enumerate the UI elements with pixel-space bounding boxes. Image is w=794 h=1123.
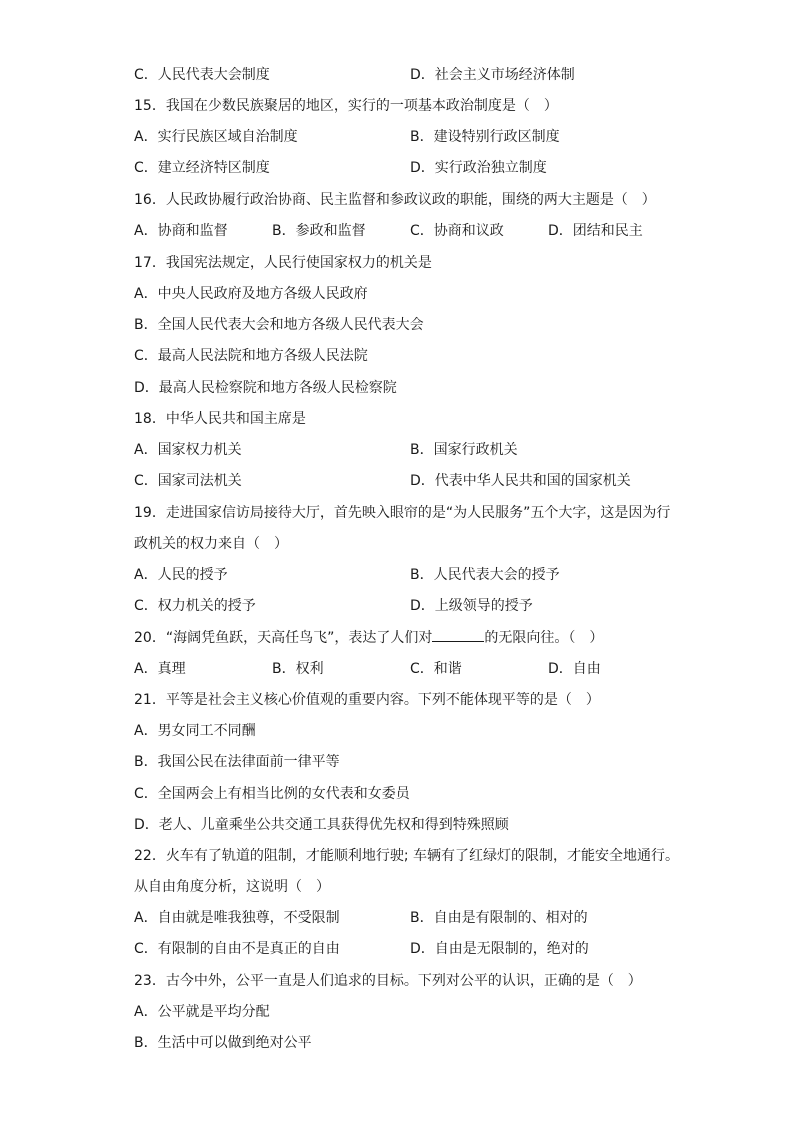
q22-options-cd	[134, 938, 589, 960]
q22-stem-line2: 从自由角度分析，这说明（ ）	[134, 879, 330, 895]
q15-option-a: A．实行民族区域自治制度	[134, 129, 298, 145]
q16-option-c: C．协商和议政	[410, 223, 504, 239]
q23-option-a: A．公平就是平均分配	[134, 1004, 270, 1020]
q20-option-c: C．和谐	[410, 661, 462, 677]
q14-option-d: D．社会主义市场经济体制	[410, 67, 575, 83]
q15-option-c: C．建立经济特区制度	[134, 160, 270, 176]
q15-option-d: D．实行政治独立制度	[410, 160, 547, 176]
q20-options	[134, 658, 654, 680]
q17-option-b: B．全国人民代表大会和地方各级人民代表大会	[134, 317, 424, 333]
q22-options-ab	[134, 907, 588, 929]
q19-option-b: B．人民代表大会的授予	[410, 567, 560, 583]
q20-stem-after-blank: 的无限向往。（ ）	[484, 630, 604, 646]
q21-option-d: D．老人、儿童乘坐公共交通工具获得优先权和得到特殊照顾	[134, 817, 509, 833]
q18-option-c: C．国家司法机关	[134, 473, 242, 489]
q19-option-a: A．人民的授予	[134, 567, 228, 583]
q21-stem: 21．平等是社会主义核心价值观的重要内容。下列不能体现平等的是（ ）	[134, 692, 600, 708]
q18-option-d: D．代表中华人民共和国的国家机关	[410, 473, 631, 489]
q19-options-ab	[134, 564, 560, 586]
q19-stem-line2: 政机关的权力来自（ ）	[134, 536, 288, 552]
q22-stem-line1: 22．火车有了轨道的阻制，才能顺利地行驶; 车辆有了红绿灯的限制，才能安全地通行。	[134, 848, 679, 864]
q19-option-d: D．上级领导的授予	[410, 598, 533, 614]
q22-option-d: D．自由是无限制的，绝对的	[410, 941, 589, 957]
q14-options-cd	[134, 64, 575, 86]
q18-option-a: A．国家权力机关	[134, 442, 242, 458]
q17-option-c: C．最高人民法院和地方各级人民法院	[134, 348, 368, 364]
q20-option-d: D．自由	[548, 661, 601, 677]
q20-answer-blank	[432, 627, 484, 642]
q21-option-c: C．全国两会上有相当比例的女代表和女委员	[134, 786, 410, 802]
q17-option-d: D．最高人民检察院和地方各级人民检察院	[134, 380, 397, 396]
q22-option-a: A．自由就是唯我独尊，不受限制	[134, 910, 340, 926]
q19-options-cd	[134, 595, 533, 617]
q14-option-c: C．人民代表大会制度	[134, 67, 270, 83]
q22-option-b: B．自由是有限制的、相对的	[410, 910, 588, 926]
q19-stem-line1: 19．走进国家信访局接待大厅，首先映入眼帘的是“为人民服务”五个大字，这是因为行	[134, 505, 671, 521]
q23-option-b: B．生活中可以做到绝对公平	[134, 1035, 312, 1051]
q15-options-cd	[134, 157, 547, 179]
q15-options-ab	[134, 126, 560, 148]
q23-stem: 23．古今中外，公平一直是人们追求的目标。下列对公平的认识，正确的是（ ）	[134, 973, 642, 989]
q18-stem: 18．中华人民共和国主席是	[134, 411, 306, 427]
q20-option-a: A．真理	[134, 661, 186, 677]
q16-options	[134, 220, 654, 242]
q20-stem-before-blank: 20．“海阔凭鱼跃，天高任鸟飞”，表达了人们对	[134, 630, 433, 646]
q22-option-c: C．有限制的自由不是真正的自由	[134, 941, 340, 957]
q20-option-b: B．权利	[272, 661, 324, 677]
q18-option-b: B．国家行政机关	[410, 442, 518, 458]
q20-stem	[134, 627, 603, 649]
q16-option-b: B．参政和监督	[272, 223, 366, 239]
q19-option-c: C．权力机关的授予	[134, 598, 256, 614]
q17-option-a: A．中央人民政府及地方各级人民政府	[134, 286, 368, 302]
q18-options-ab	[134, 439, 518, 461]
q21-option-b: B．我国公民在法律面前一律平等	[134, 754, 340, 770]
q17-stem: 17．我国宪法规定，人民行使国家权力的机关是	[134, 255, 432, 271]
q16-stem: 16．人民政协履行政治协商、民主监督和参政议政的职能，围绕的两大主题是（ ）	[134, 192, 656, 208]
q18-options-cd	[134, 470, 631, 492]
q16-option-d: D．团结和民主	[548, 223, 643, 239]
q21-option-a: A．男女同工不同酬	[134, 723, 256, 739]
q16-option-a: A．协商和监督	[134, 223, 228, 239]
q15-stem: 15．我国在少数民族聚居的地区，实行的一项基本政治制度是（ ）	[134, 98, 558, 114]
q15-option-b: B．建设特别行政区制度	[410, 129, 560, 145]
